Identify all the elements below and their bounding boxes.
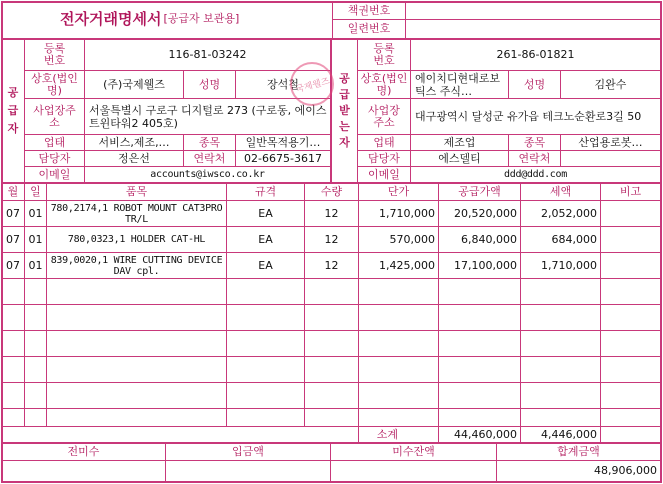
- buyer-name: 에이치디현대로보틱스 주식…: [415, 71, 501, 98]
- item-name: 780,0323,1 HOLDER CAT-HL: [67, 234, 206, 245]
- buyer-contact-label: 담당자: [368, 151, 400, 165]
- col-item-header: 품목: [125, 184, 148, 198]
- buyer-rep-label: 성명: [523, 77, 546, 91]
- deposit-value: [166, 461, 330, 481]
- item-supply-amount: 6,840,000: [461, 232, 517, 246]
- col-spec-header: 규격: [254, 184, 277, 198]
- buyer-reg-no-label: 등록번호: [373, 41, 395, 67]
- supplier-contact: 정은선: [118, 151, 150, 165]
- supplier-reg-no-label: 등록번호: [43, 41, 66, 67]
- item-month: 07: [6, 206, 20, 220]
- item-unit-price: 570,000: [389, 232, 435, 246]
- deposit-label: 입금액: [232, 445, 264, 458]
- item-qty: 12: [324, 232, 339, 246]
- supplier-reg-no: 116-81-03242: [168, 47, 247, 61]
- item-unit-price: 1,710,000: [379, 206, 435, 220]
- supplier-rep: 장석철: [267, 77, 299, 91]
- item-month: 07: [6, 232, 20, 246]
- serial-no-label: 일련번호: [347, 22, 391, 35]
- col-qty-header: 수량: [320, 184, 343, 198]
- item-supply-amount: 17,100,000: [454, 258, 517, 272]
- item-supply-amount: 20,520,000: [454, 206, 517, 220]
- supplier-name-label: 상호(법인명): [31, 71, 78, 97]
- item-tax: 1,710,000: [541, 258, 597, 272]
- supplier-bizitem: 일반목적용기…: [245, 135, 321, 149]
- col-note-header: 비고: [619, 184, 642, 198]
- supplier-side-label: 공급자: [7, 86, 19, 135]
- col-unitprice-header: 단가: [387, 184, 410, 198]
- item-spec: EA: [258, 206, 273, 220]
- seal-text: 국제웰즈: [294, 76, 331, 95]
- book-no-label: 책권번호: [347, 3, 391, 17]
- col-month-header: 월: [7, 184, 19, 198]
- buyer-reg-no: 261-86-01821: [496, 47, 575, 61]
- item-unit-price: 1,425,000: [379, 258, 435, 272]
- buyer-phone: [561, 151, 660, 166]
- supplier-email: accounts@iwsco.co.kr: [150, 168, 265, 180]
- item-month: 07: [6, 258, 20, 272]
- buyer-address-label: 사업장주소: [368, 103, 400, 129]
- total-label: 합계금액: [557, 445, 600, 458]
- item-note: [601, 227, 660, 252]
- company-seal-stamp: [290, 62, 334, 106]
- supplier-phone: 02-6675-3617: [244, 151, 322, 165]
- book-no-value: [406, 2, 660, 19]
- col-day-header: 일: [30, 184, 41, 198]
- supplier-name: (주)국제웰즈: [103, 77, 165, 91]
- item-day: 01: [28, 232, 43, 246]
- item-day: 01: [28, 258, 43, 272]
- subtotal-tax: 4,446,000: [541, 427, 597, 441]
- item-day: 01: [28, 206, 43, 220]
- supplier-address-label: 사업장주소: [33, 103, 76, 129]
- col-supply-header: 공급가액: [458, 184, 501, 198]
- item-name: 780,2174,1 ROBOT MOUNT CAT3PRO TR/L: [50, 202, 223, 225]
- supplier-phone-label: 연락처: [193, 151, 226, 165]
- item-note: [601, 201, 660, 226]
- buyer-side-label: 공급받는자: [339, 72, 350, 149]
- buyer-bizitem: 산업용로봇…: [578, 135, 643, 149]
- total-amount: 48,906,000: [594, 464, 657, 477]
- item-qty: 12: [324, 206, 339, 220]
- supplier-biztype: 서비스,제조,…: [98, 135, 170, 149]
- previous-balance-label: 전미수: [67, 445, 100, 458]
- item-spec: EA: [258, 232, 273, 246]
- serial-no-value: [406, 20, 660, 38]
- supplier-address: 서울특별시 구로구 디지털로 273 (구로동, 에이스트윈타워2 405호): [89, 103, 327, 130]
- subtotal-label: 소계: [376, 427, 398, 441]
- buyer-contact: 에스델티: [438, 151, 481, 165]
- item-name: 839,0020,1 WIRE CUTTING DEVICE DAV cpl.: [50, 254, 223, 277]
- subtotal-supply-amount: 44,460,000: [454, 427, 517, 441]
- supplier-biztype-label: 업태: [43, 135, 66, 149]
- item-note: [601, 253, 660, 278]
- buyer-biztype-label: 업태: [373, 135, 395, 149]
- supplier-rep-label: 성명: [198, 77, 221, 91]
- col-tax-header: 세액: [549, 184, 572, 198]
- unpaid-balance-value: [331, 461, 496, 481]
- previous-balance-value: [2, 461, 165, 481]
- buyer-email: ddd@ddd.com: [504, 168, 567, 180]
- item-spec: EA: [258, 258, 273, 272]
- buyer-address: 대구광역시 달성군 유가읍 테크노순환로3길 50: [415, 110, 642, 123]
- buyer-biztype: 제조업: [443, 135, 476, 149]
- buyer-rep: 김완수: [594, 77, 627, 91]
- buyer-bizitem-label: 종목: [523, 135, 546, 149]
- title-subtitle: [공급자 보관용]: [163, 12, 240, 25]
- title-text: 전자거래명세서: [60, 10, 162, 28]
- item-tax: 2,052,000: [541, 206, 597, 220]
- unpaid-balance-label: 미수잔액: [392, 445, 435, 458]
- item-tax: 684,000: [551, 232, 597, 246]
- supplier-bizitem-label: 종목: [198, 135, 221, 149]
- buyer-email-label: 이메일: [368, 167, 400, 181]
- buyer-name-label: 상호(법인명): [360, 71, 408, 97]
- item-qty: 12: [324, 258, 339, 272]
- buyer-phone-label: 연락처: [518, 151, 551, 165]
- supplier-email-label: 이메일: [38, 167, 71, 181]
- supplier-contact-label: 담당자: [38, 151, 71, 165]
- document-title: [60, 4, 330, 34]
